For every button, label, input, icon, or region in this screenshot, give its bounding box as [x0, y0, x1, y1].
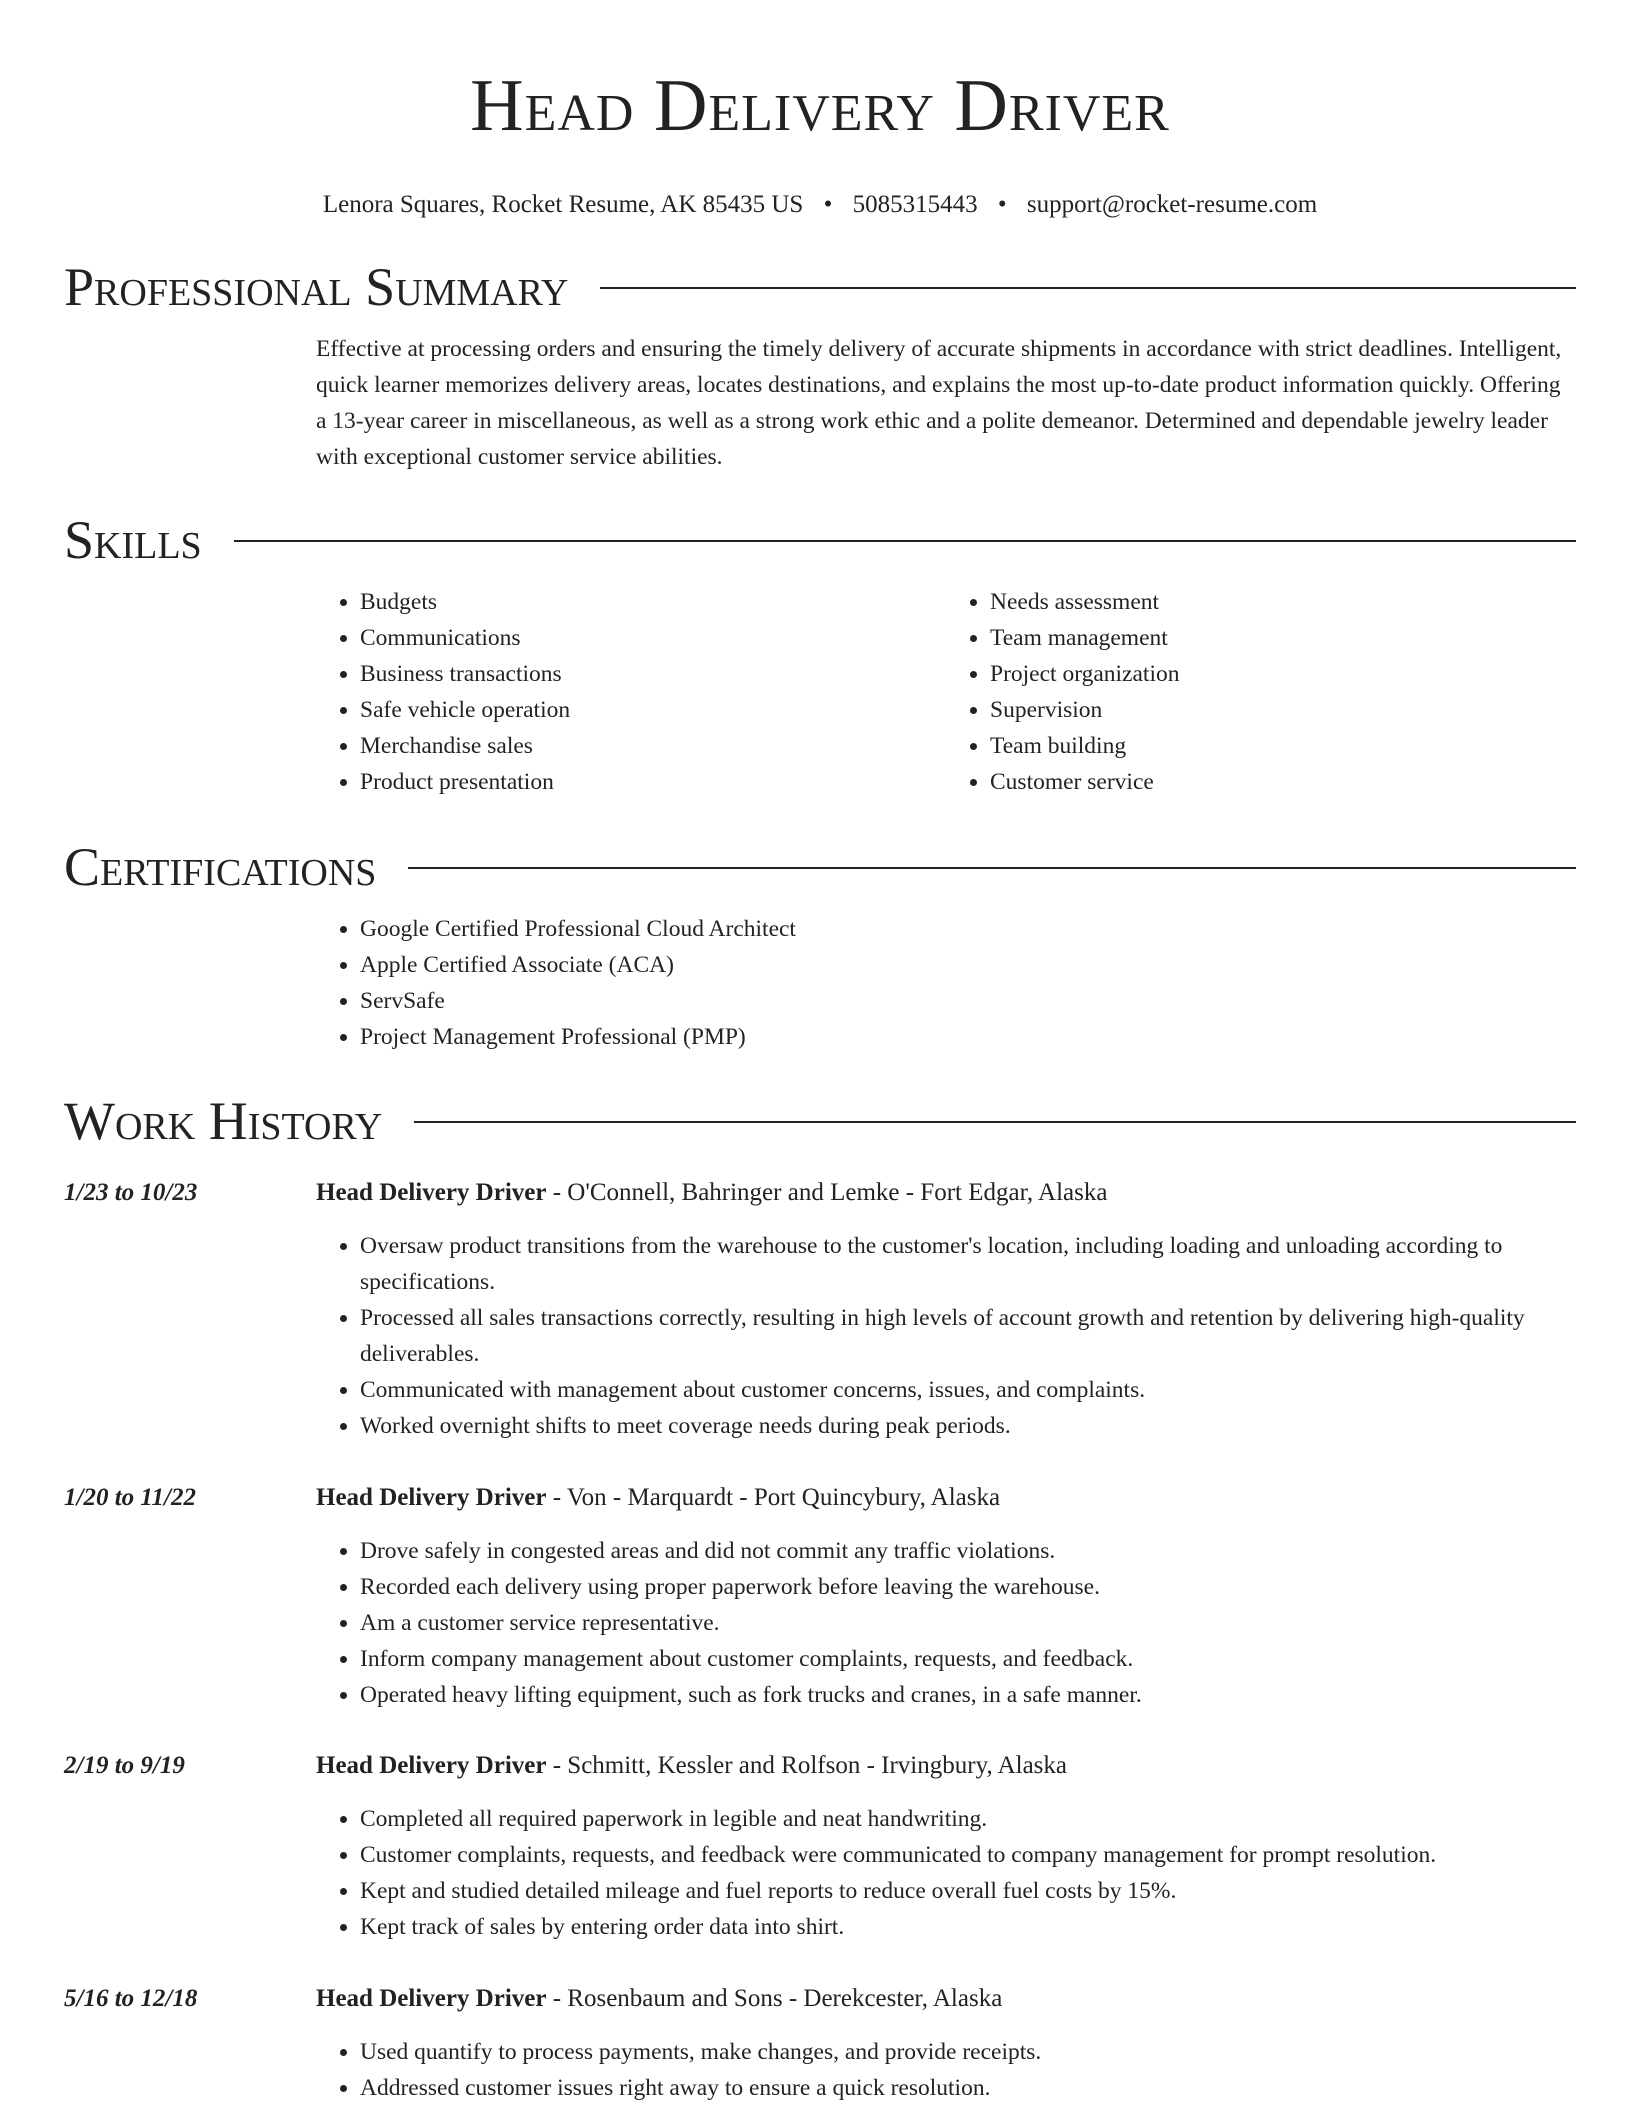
job-role: Head Delivery Driver: [316, 1179, 547, 1206]
section-divider: [600, 287, 1576, 289]
job-role: Head Delivery Driver: [316, 1752, 547, 1779]
certification-item: • Project Management Professional (PMP): [360, 1019, 1576, 1055]
job-header: [64, 1481, 1576, 1515]
job-bullet: • Completed all required paperwork in legible and neat handwriting.: [360, 1801, 1576, 1837]
work-history-section: [64, 1091, 1576, 1151]
work-history-heading: [64, 1091, 1576, 1151]
certifications-list-wrap: [316, 911, 1576, 1055]
skills-title: Skills: [64, 510, 202, 570]
skills-heading: [64, 510, 1576, 570]
contact-phone: 5085315443: [852, 191, 978, 218]
job-entry: [64, 1481, 1576, 1713]
job-title-line: [316, 1982, 1002, 2016]
skill-item: • Merchandise sales: [360, 728, 946, 764]
job-entry: [64, 1982, 1576, 2106]
contact-separator: •: [823, 191, 833, 218]
job-bullets: [316, 1801, 1576, 1945]
skill-item: • Team building: [990, 728, 1576, 764]
job-bullet: • Communicated with management about customer concerns, issues, and complaints.: [360, 1372, 1576, 1408]
job-bullet: • Drove safely in congested areas and did not commit any traffic violations.: [360, 1533, 1576, 1569]
skill-item: • Budgets: [360, 584, 946, 620]
section-divider: [234, 540, 1576, 542]
certification-item: • ServSafe: [360, 983, 1576, 1019]
job-bullet: • Used quantify to process payments, make changes, and provide receipts.: [360, 2034, 1576, 2070]
skill-item: • Product presentation: [360, 764, 946, 800]
resume-name: Head Delivery Driver: [470, 65, 1170, 147]
job-bullets: [316, 2034, 1576, 2106]
job-role: Head Delivery Driver: [316, 1985, 547, 2012]
job-role: Head Delivery Driver: [316, 1484, 547, 1511]
job-header: [64, 1982, 1576, 2016]
job-company: - O'Connell, Bahringer and Lemke - Fort Edgar, Alaska: [546, 1179, 1108, 1206]
skill-item: • Safe vehicle operation: [360, 692, 946, 728]
skills-list-left: [316, 584, 946, 800]
job-bullet: • Oversaw product transitions from the warehouse to the customer's location, including loading and unloading according to specifications.: [360, 1228, 1576, 1300]
job-bullet: • Operated heavy lifting equipment, such as fork trucks and cranes, in a safe manner.: [360, 1677, 1576, 1713]
skills-columns: [316, 584, 1576, 800]
contact-address: Lenora Squares, Rocket Resume, AK 85435 US: [322, 191, 804, 218]
job-company: - Schmitt, Kessler and Rolfson - Irvingbury, Alaska: [546, 1752, 1067, 1779]
certifications-title: Certifications: [64, 837, 377, 897]
summary-text: Effective at processing orders and ensuring the timely delivery of accurate shipments in accordance with strict deadlines. Intelligent, quick learner memorizes delivery areas, locates destinations, and explains the most up-to-date product information quickly. Offering a 13-year career in miscellaneous, as well as a strong work ethic and a polite demeanor. Determined and dependable jewelry leader with exceptional customer service abilities.: [316, 336, 1562, 470]
skill-item: • Needs assessment: [990, 584, 1576, 620]
job-company: - Von - Marquardt - Port Quincybury, Alaska: [546, 1484, 1001, 1511]
job-bullet: • Worked overnight shifts to meet coverage needs during peak periods.: [360, 1408, 1576, 1444]
job-header: [64, 1176, 1576, 1210]
skills-section: [64, 510, 1576, 800]
summary-section: [64, 257, 1576, 475]
job-entry: [64, 1176, 1576, 1444]
contact-email: support@rocket-resume.com: [1026, 191, 1318, 218]
summary-title: Professional Summary: [64, 257, 569, 317]
job-bullet: • Kept and studied detailed mileage and fuel reports to reduce overall fuel costs by 15%.: [360, 1873, 1576, 1909]
certifications-list: [316, 911, 1576, 1055]
certification-item: • Google Certified Professional Cloud Architect: [360, 911, 1576, 947]
section-divider: [408, 867, 1576, 869]
skill-item: • Business transactions: [360, 656, 946, 692]
job-bullet: • Processed all sales transactions correctly, resulting in high levels of account growth and retention by delivering high-quality deliverables.: [360, 1300, 1576, 1372]
skills-list-right: [946, 584, 1576, 800]
job-bullet: • Customer complaints, requests, and feedback were communicated to company management for prompt resolution.: [360, 1837, 1576, 1873]
job-dates: 2/19 to 9/19: [64, 1752, 185, 1779]
skill-item: • Project organization: [990, 656, 1576, 692]
certifications-heading: [64, 837, 1576, 897]
job-title-line: [316, 1749, 1067, 1783]
job-bullet: • Recorded each delivery using proper paperwork before leaving the warehouse.: [360, 1569, 1576, 1605]
skill-item: • Supervision: [990, 692, 1576, 728]
skill-item: • Customer service: [990, 764, 1576, 800]
job-bullet: • Inform company management about customer complaints, requests, and feedback.: [360, 1641, 1576, 1677]
job-title-line: [316, 1176, 1107, 1210]
skill-item: • Communications: [360, 620, 946, 656]
certification-item: • Apple Certified Associate (ACA): [360, 947, 1576, 983]
skill-item: • Team management: [990, 620, 1576, 656]
summary-heading: [64, 257, 1576, 317]
job-bullets: [316, 1228, 1576, 1444]
job-header: [64, 1749, 1576, 1783]
job-bullet: • Am a customer service representative.: [360, 1605, 1576, 1641]
job-bullet: • Kept track of sales by entering order data into shirt.: [360, 1909, 1576, 1945]
job-title-line: [316, 1481, 1000, 1515]
job-dates: 1/23 to 10/23: [64, 1179, 198, 1206]
work-history-title: Work History: [64, 1091, 383, 1151]
job-company: - Rosenbaum and Sons - Derekcester, Alaska: [546, 1985, 1003, 2012]
contact-separator: •: [997, 191, 1007, 218]
contact-line: [64, 190, 1576, 220]
job-bullet: • Addressed customer issues right away to ensure a quick resolution.: [360, 2070, 1576, 2106]
section-divider: [414, 1121, 1576, 1123]
job-dates: 5/16 to 12/18: [64, 1985, 198, 2012]
certifications-section: [64, 837, 1576, 1055]
resume-page: [64, 0, 1576, 2101]
job-entry: [64, 1749, 1576, 1945]
job-bullets: [316, 1533, 1576, 1713]
job-dates: 1/20 to 11/22: [64, 1484, 196, 1511]
